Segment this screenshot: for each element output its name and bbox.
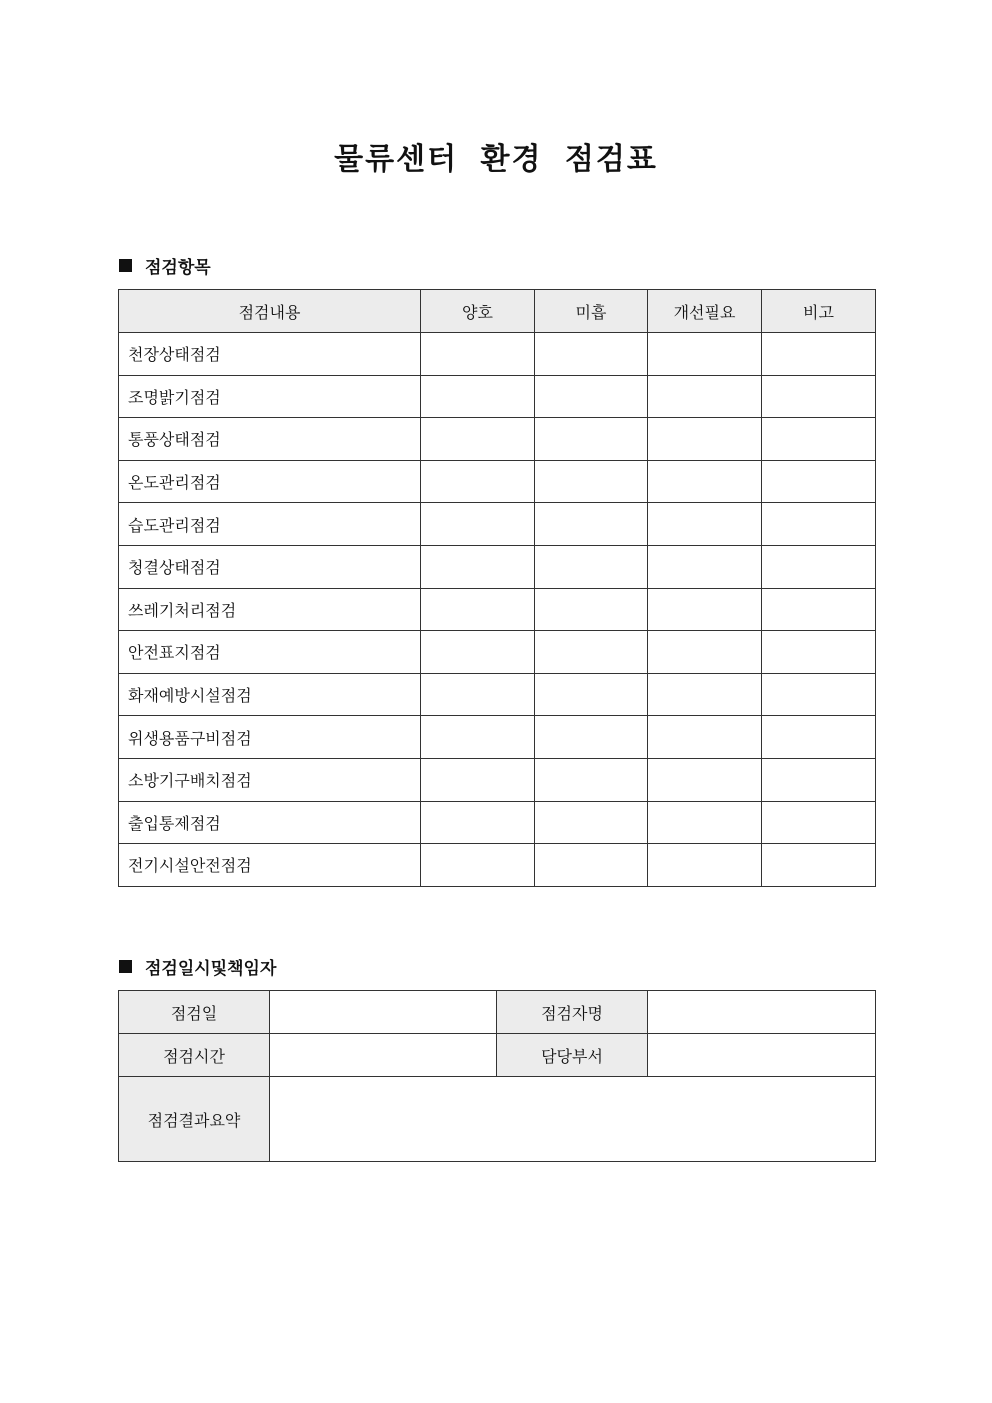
needs-improvement-cell[interactable] <box>648 673 762 716</box>
check-item-label: 위생용품구비점검 <box>119 716 421 759</box>
needs-improvement-cell[interactable] <box>648 460 762 503</box>
good-cell[interactable] <box>421 333 535 376</box>
table-row <box>119 844 876 887</box>
square-bullet-icon <box>119 259 132 272</box>
inspection-checklist-table <box>118 289 876 887</box>
good-cell[interactable] <box>421 758 535 801</box>
insufficient-cell[interactable] <box>535 801 648 844</box>
inspection-info-table <box>118 990 876 1162</box>
table-row <box>119 545 876 588</box>
result-summary-label: 점검결과요약 <box>119 1077 270 1162</box>
good-cell[interactable] <box>421 503 535 546</box>
remarks-cell[interactable] <box>762 844 876 887</box>
needs-improvement-cell[interactable] <box>648 418 762 461</box>
table-row <box>119 503 876 546</box>
remarks-cell[interactable] <box>762 418 876 461</box>
column-header-insufficient: 미흡 <box>535 290 648 333</box>
good-cell[interactable] <box>421 588 535 631</box>
check-item-label: 쓰레기처리점검 <box>119 588 421 631</box>
good-cell[interactable] <box>421 716 535 759</box>
column-header-needs-improvement: 개선필요 <box>648 290 762 333</box>
table-row <box>119 801 876 844</box>
remarks-cell[interactable] <box>762 460 876 503</box>
check-item-label: 조명밝기점검 <box>119 375 421 418</box>
insufficient-cell[interactable] <box>535 758 648 801</box>
insufficient-cell[interactable] <box>535 460 648 503</box>
good-cell[interactable] <box>421 375 535 418</box>
info-row-time <box>119 1034 876 1077</box>
table-row <box>119 631 876 674</box>
column-header-content: 점검내용 <box>119 290 421 333</box>
column-header-good: 양호 <box>421 290 535 333</box>
needs-improvement-cell[interactable] <box>648 375 762 418</box>
inspection-time-field[interactable] <box>270 1034 497 1077</box>
remarks-cell[interactable] <box>762 503 876 546</box>
check-item-label: 천장상태점검 <box>119 333 421 376</box>
insufficient-cell[interactable] <box>535 333 648 376</box>
needs-improvement-cell[interactable] <box>648 588 762 631</box>
needs-improvement-cell[interactable] <box>648 758 762 801</box>
section-heading-datetime-responsible <box>119 954 276 979</box>
insufficient-cell[interactable] <box>535 844 648 887</box>
check-item-label: 화재예방시설점검 <box>119 673 421 716</box>
square-bullet-icon <box>119 960 132 973</box>
good-cell[interactable] <box>421 631 535 674</box>
needs-improvement-cell[interactable] <box>648 844 762 887</box>
good-cell[interactable] <box>421 673 535 716</box>
check-item-label: 습도관리점검 <box>119 503 421 546</box>
needs-improvement-cell[interactable] <box>648 801 762 844</box>
section-heading-inspection-items <box>119 253 211 278</box>
section-heading-label: 점검항목 <box>145 258 211 278</box>
good-cell[interactable] <box>421 545 535 588</box>
department-label: 담당부서 <box>497 1034 648 1077</box>
check-item-label: 온도관리점검 <box>119 460 421 503</box>
needs-improvement-cell[interactable] <box>648 631 762 674</box>
insufficient-cell[interactable] <box>535 631 648 674</box>
inspection-date-label: 점검일 <box>119 991 270 1034</box>
needs-improvement-cell[interactable] <box>648 716 762 759</box>
insufficient-cell[interactable] <box>535 375 648 418</box>
remarks-cell[interactable] <box>762 588 876 631</box>
table-row <box>119 375 876 418</box>
needs-improvement-cell[interactable] <box>648 333 762 376</box>
remarks-cell[interactable] <box>762 673 876 716</box>
department-field[interactable] <box>648 1034 876 1077</box>
check-item-label: 안전표지점검 <box>119 631 421 674</box>
column-header-remarks: 비고 <box>762 290 876 333</box>
remarks-cell[interactable] <box>762 631 876 674</box>
table-row <box>119 716 876 759</box>
inspector-name-label: 점검자명 <box>497 991 648 1034</box>
info-row-date <box>119 991 876 1034</box>
insufficient-cell[interactable] <box>535 545 648 588</box>
insufficient-cell[interactable] <box>535 503 648 546</box>
insufficient-cell[interactable] <box>535 716 648 759</box>
remarks-cell[interactable] <box>762 801 876 844</box>
remarks-cell[interactable] <box>762 545 876 588</box>
table-header-row <box>119 290 876 333</box>
check-item-label: 출입통제점검 <box>119 801 421 844</box>
section-heading-label: 점검일시및책임자 <box>145 959 277 979</box>
good-cell[interactable] <box>421 418 535 461</box>
table-row <box>119 673 876 716</box>
check-item-label: 소방기구배치점검 <box>119 758 421 801</box>
page-title: 물류센터 환경 점검표 <box>334 142 658 177</box>
remarks-cell[interactable] <box>762 375 876 418</box>
table-row <box>119 588 876 631</box>
remarks-cell[interactable] <box>762 716 876 759</box>
table-row <box>119 333 876 376</box>
table-row <box>119 418 876 461</box>
needs-improvement-cell[interactable] <box>648 503 762 546</box>
good-cell[interactable] <box>421 801 535 844</box>
insufficient-cell[interactable] <box>535 673 648 716</box>
remarks-cell[interactable] <box>762 333 876 376</box>
info-row-summary <box>119 1077 876 1162</box>
remarks-cell[interactable] <box>762 758 876 801</box>
needs-improvement-cell[interactable] <box>648 545 762 588</box>
result-summary-field[interactable] <box>270 1077 876 1162</box>
insufficient-cell[interactable] <box>535 588 648 631</box>
table-row <box>119 758 876 801</box>
insufficient-cell[interactable] <box>535 418 648 461</box>
good-cell[interactable] <box>421 844 535 887</box>
inspector-name-field[interactable] <box>648 991 876 1034</box>
table-row <box>119 460 876 503</box>
good-cell[interactable] <box>421 460 535 503</box>
inspection-date-field[interactable] <box>270 991 497 1034</box>
check-item-label: 청결상태점검 <box>119 545 421 588</box>
check-item-label: 전기시설안전점검 <box>119 844 421 887</box>
inspection-time-label: 점검시간 <box>119 1034 270 1077</box>
check-item-label: 통풍상태점검 <box>119 418 421 461</box>
